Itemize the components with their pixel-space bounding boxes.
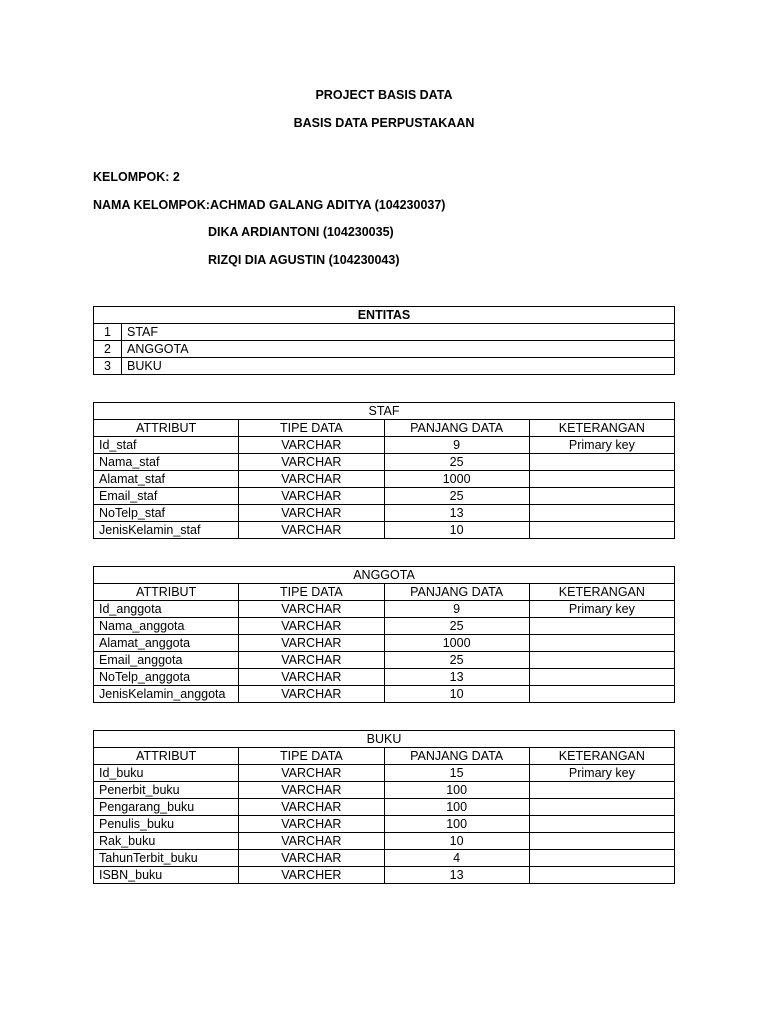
type-cell: VARCHER xyxy=(239,867,384,884)
table-row xyxy=(94,601,675,618)
anggota-table xyxy=(93,566,675,703)
type-cell: VARCHAR xyxy=(239,522,384,539)
table-row xyxy=(94,324,675,341)
column-header: TIPE DATA xyxy=(239,584,384,601)
table-row xyxy=(94,816,675,833)
document-subtitle: BASIS DATA PERPUSTAKAAN xyxy=(293,116,475,130)
table-row xyxy=(94,782,675,799)
type-cell: VARCHAR xyxy=(239,669,384,686)
description-cell xyxy=(529,669,674,686)
description-cell xyxy=(529,686,674,703)
description-cell: Primary key xyxy=(529,765,674,782)
type-cell: VARCHAR xyxy=(239,782,384,799)
row-number: 1 xyxy=(94,324,122,341)
type-cell: VARCHAR xyxy=(239,471,384,488)
column-header: ATTRIBUT xyxy=(94,584,239,601)
table-header-row xyxy=(94,420,675,437)
table-title: ENTITAS xyxy=(94,307,675,324)
length-cell: 13 xyxy=(384,669,529,686)
staf-table xyxy=(93,402,675,539)
length-cell: 10 xyxy=(384,522,529,539)
description-cell xyxy=(529,471,674,488)
table-header-row xyxy=(94,307,675,324)
table-title: BUKU xyxy=(94,731,675,748)
attribute-cell: JenisKelamin_staf xyxy=(94,522,239,539)
description-cell xyxy=(529,867,674,884)
type-cell: VARCHAR xyxy=(239,850,384,867)
length-cell: 13 xyxy=(384,505,529,522)
description-cell xyxy=(529,505,674,522)
length-cell: 4 xyxy=(384,850,529,867)
length-cell: 100 xyxy=(384,816,529,833)
table-row xyxy=(94,833,675,850)
type-cell: VARCHAR xyxy=(239,635,384,652)
description-cell xyxy=(529,454,674,471)
table-row xyxy=(94,522,675,539)
table-row xyxy=(94,850,675,867)
length-cell: 25 xyxy=(384,454,529,471)
length-cell: 10 xyxy=(384,686,529,703)
document-title: PROJECT BASIS DATA xyxy=(315,88,453,102)
attribute-cell: Alamat_anggota xyxy=(94,635,239,652)
type-cell: VARCHAR xyxy=(239,618,384,635)
table-header-row xyxy=(94,748,675,765)
attribute-cell: Email_staf xyxy=(94,488,239,505)
column-header: KETERANGAN xyxy=(529,748,674,765)
table-row xyxy=(94,686,675,703)
description-cell: Primary key xyxy=(529,437,674,454)
type-cell: VARCHAR xyxy=(239,601,384,618)
table-row xyxy=(94,341,675,358)
length-cell: 25 xyxy=(384,652,529,669)
type-cell: VARCHAR xyxy=(239,765,384,782)
entity-name: BUKU xyxy=(122,358,675,375)
table-row xyxy=(94,437,675,454)
column-header: PANJANG DATA xyxy=(384,748,529,765)
length-cell: 1000 xyxy=(384,471,529,488)
members-label: NAMA KELOMPOK: xyxy=(93,198,210,212)
type-cell: VARCHAR xyxy=(239,488,384,505)
length-cell: 1000 xyxy=(384,635,529,652)
length-cell: 25 xyxy=(384,618,529,635)
description-cell xyxy=(529,782,674,799)
table-row xyxy=(94,488,675,505)
description-cell xyxy=(529,816,674,833)
table-row xyxy=(94,652,675,669)
type-cell: VARCHAR xyxy=(239,437,384,454)
description-cell xyxy=(529,635,674,652)
type-cell: VARCHAR xyxy=(239,652,384,669)
attribute-cell: JenisKelamin_anggota xyxy=(94,686,239,703)
attribute-cell: ISBN_buku xyxy=(94,867,239,884)
description-cell xyxy=(529,850,674,867)
entity-name: STAF xyxy=(122,324,675,341)
member-name: ACHMAD GALANG ADITYA (104230037) xyxy=(210,198,446,212)
attribute-cell: Nama_anggota xyxy=(94,618,239,635)
table-row xyxy=(94,669,675,686)
length-cell: 10 xyxy=(384,833,529,850)
table-row xyxy=(94,867,675,884)
attribute-cell: Nama_staf xyxy=(94,454,239,471)
description-cell xyxy=(529,488,674,505)
column-header: ATTRIBUT xyxy=(94,748,239,765)
length-cell: 9 xyxy=(384,437,529,454)
attribute-cell: TahunTerbit_buku xyxy=(94,850,239,867)
attribute-cell: Alamat_staf xyxy=(94,471,239,488)
attribute-cell: Email_anggota xyxy=(94,652,239,669)
attribute-cell: Penulis_buku xyxy=(94,816,239,833)
attribute-cell: Penerbit_buku xyxy=(94,782,239,799)
column-header: PANJANG DATA xyxy=(384,584,529,601)
table-row xyxy=(94,454,675,471)
table-row xyxy=(94,765,675,782)
table-title-row xyxy=(94,731,675,748)
description-cell xyxy=(529,522,674,539)
description-cell xyxy=(529,618,674,635)
table-row xyxy=(94,799,675,816)
table-row xyxy=(94,635,675,652)
entitas-table xyxy=(93,306,675,375)
row-number: 3 xyxy=(94,358,122,375)
column-header: TIPE DATA xyxy=(239,420,384,437)
length-cell: 9 xyxy=(384,601,529,618)
length-cell: 100 xyxy=(384,782,529,799)
length-cell: 100 xyxy=(384,799,529,816)
description-cell: Primary key xyxy=(529,601,674,618)
row-number: 2 xyxy=(94,341,122,358)
table-title: ANGGOTA xyxy=(94,567,675,584)
attribute-cell: NoTelp_staf xyxy=(94,505,239,522)
column-header: TIPE DATA xyxy=(239,748,384,765)
type-cell: VARCHAR xyxy=(239,686,384,703)
column-header: ATTRIBUT xyxy=(94,420,239,437)
attribute-cell: Id_buku xyxy=(94,765,239,782)
length-cell: 25 xyxy=(384,488,529,505)
table-row xyxy=(94,618,675,635)
type-cell: VARCHAR xyxy=(239,833,384,850)
length-cell: 15 xyxy=(384,765,529,782)
type-cell: VARCHAR xyxy=(239,454,384,471)
description-cell xyxy=(529,652,674,669)
description-cell xyxy=(529,833,674,850)
column-header: KETERANGAN xyxy=(529,584,674,601)
buku-table xyxy=(93,730,675,884)
table-title: STAF xyxy=(94,403,675,420)
table-title-row xyxy=(94,403,675,420)
column-header: PANJANG DATA xyxy=(384,420,529,437)
description-cell xyxy=(529,799,674,816)
type-cell: VARCHAR xyxy=(239,799,384,816)
table-title-row xyxy=(94,567,675,584)
attribute-cell: Id_staf xyxy=(94,437,239,454)
table-header-row xyxy=(94,584,675,601)
member-name: DIKA ARDIANTONI (104230035) xyxy=(208,225,394,239)
table-row xyxy=(94,358,675,375)
entity-name: ANGGOTA xyxy=(122,341,675,358)
member-name: RIZQI DIA AGUSTIN (104230043) xyxy=(208,253,400,267)
attribute-cell: Id_anggota xyxy=(94,601,239,618)
attribute-cell: NoTelp_anggota xyxy=(94,669,239,686)
type-cell: VARCHAR xyxy=(239,816,384,833)
length-cell: 13 xyxy=(384,867,529,884)
attribute-cell: Pengarang_buku xyxy=(94,799,239,816)
type-cell: VARCHAR xyxy=(239,505,384,522)
attribute-cell: Rak_buku xyxy=(94,833,239,850)
group-number: KELOMPOK: 2 xyxy=(93,170,180,184)
table-row xyxy=(94,505,675,522)
column-header: KETERANGAN xyxy=(529,420,674,437)
table-row xyxy=(94,471,675,488)
